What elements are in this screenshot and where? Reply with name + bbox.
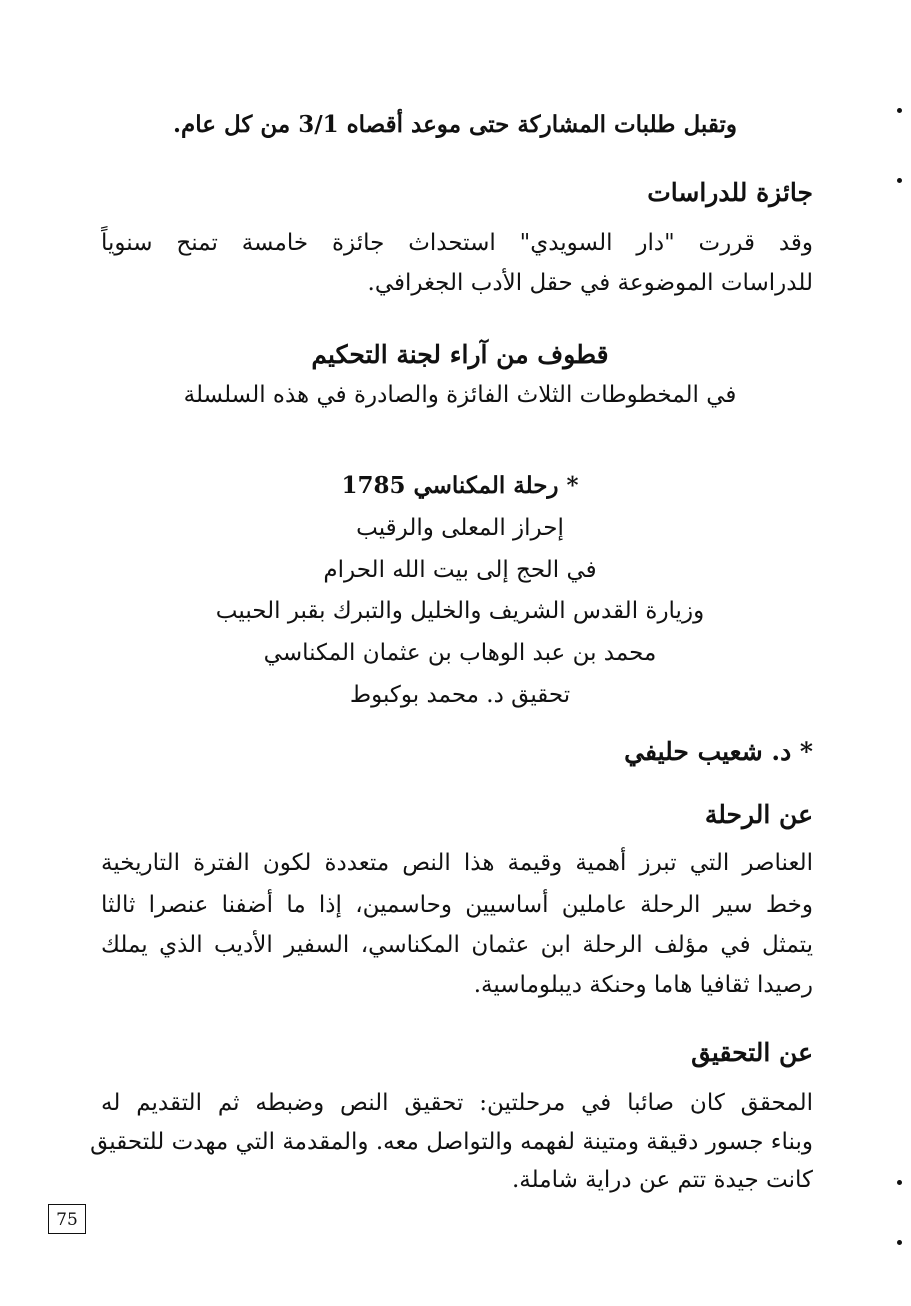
margin-speck bbox=[897, 178, 902, 183]
book-line-3: وزيارة القدس الشريف والخليل والتبرك بقبر الحبيب bbox=[215, 598, 705, 624]
margin-speck bbox=[897, 108, 902, 113]
margin-speck bbox=[897, 1240, 902, 1245]
book-title: * رحلة المكناسي 1785 bbox=[341, 472, 579, 499]
studies-prize-line-2: للدراسات الموضوعة في حقل الأدب الجغرافي. bbox=[367, 270, 813, 296]
about-journey-line-2: وخط سير الرحلة عاملين أساسيين وحاسمين، إذا ما أضفنا عنصرا ثالثا bbox=[101, 892, 813, 918]
about-editing-line-2: وبناء جسور دقيقة ومتينة لفهمه والتواصل معه. والمقدمة التي مهدت للتحقيق bbox=[90, 1129, 813, 1155]
intro-line: وتقبل طلبات المشاركة حتى موعد أقصاه 3/1 من كل عام. bbox=[172, 111, 737, 138]
studies-prize-line-1: وقد قررت "دار السويدي" استحداث جائزة خامسة تمنح سنوياً bbox=[101, 230, 813, 256]
about-editing-line-3: كانت جيدة تتم عن دراية شاملة. bbox=[512, 1167, 813, 1193]
jury-section-subtitle: في المخطوطات الثلاث الفائزة والصادرة في هذه السلسلة bbox=[183, 382, 737, 408]
book-line-4: محمد بن عبد الوهاب بن عثمان المكناسي bbox=[263, 640, 657, 666]
studies-prize-heading: جائزة للدراسات bbox=[647, 178, 813, 207]
about-editing-heading: عن التحقيق bbox=[691, 1038, 813, 1067]
reviewer-name: * د. شعيب حليفي bbox=[624, 737, 813, 766]
about-editing-line-1: المحقق كان صائبا في مرحلتين: تحقيق النص وضبطه ثم التقديم له bbox=[101, 1090, 813, 1116]
about-journey-line-3: يتمثل في مؤلف الرحلة ابن عثمان المكناسي، السفير الأديب الذي يملك bbox=[101, 932, 813, 958]
about-journey-heading: عن الرحلة bbox=[704, 800, 813, 829]
jury-section-title: قطوف من آراء لجنة التحكيم bbox=[311, 340, 609, 369]
book-line-1: إحراز المعلى والرقيب bbox=[356, 515, 564, 541]
page-number-box: 75 bbox=[48, 1204, 86, 1234]
book-line-2: في الحج إلى بيت الله الحرام bbox=[323, 557, 597, 583]
about-journey-line-4: رصيدا ثقافيا هاما وحنكة ديبلوماسية. bbox=[473, 972, 813, 998]
book-line-5: تحقيق د. محمد بوكبوط bbox=[349, 682, 571, 708]
margin-speck bbox=[897, 1180, 902, 1185]
about-journey-line-1: العناصر التي تبرز أهمية وقيمة هذا النص متعددة لكون الفترة التاريخية bbox=[101, 850, 813, 876]
